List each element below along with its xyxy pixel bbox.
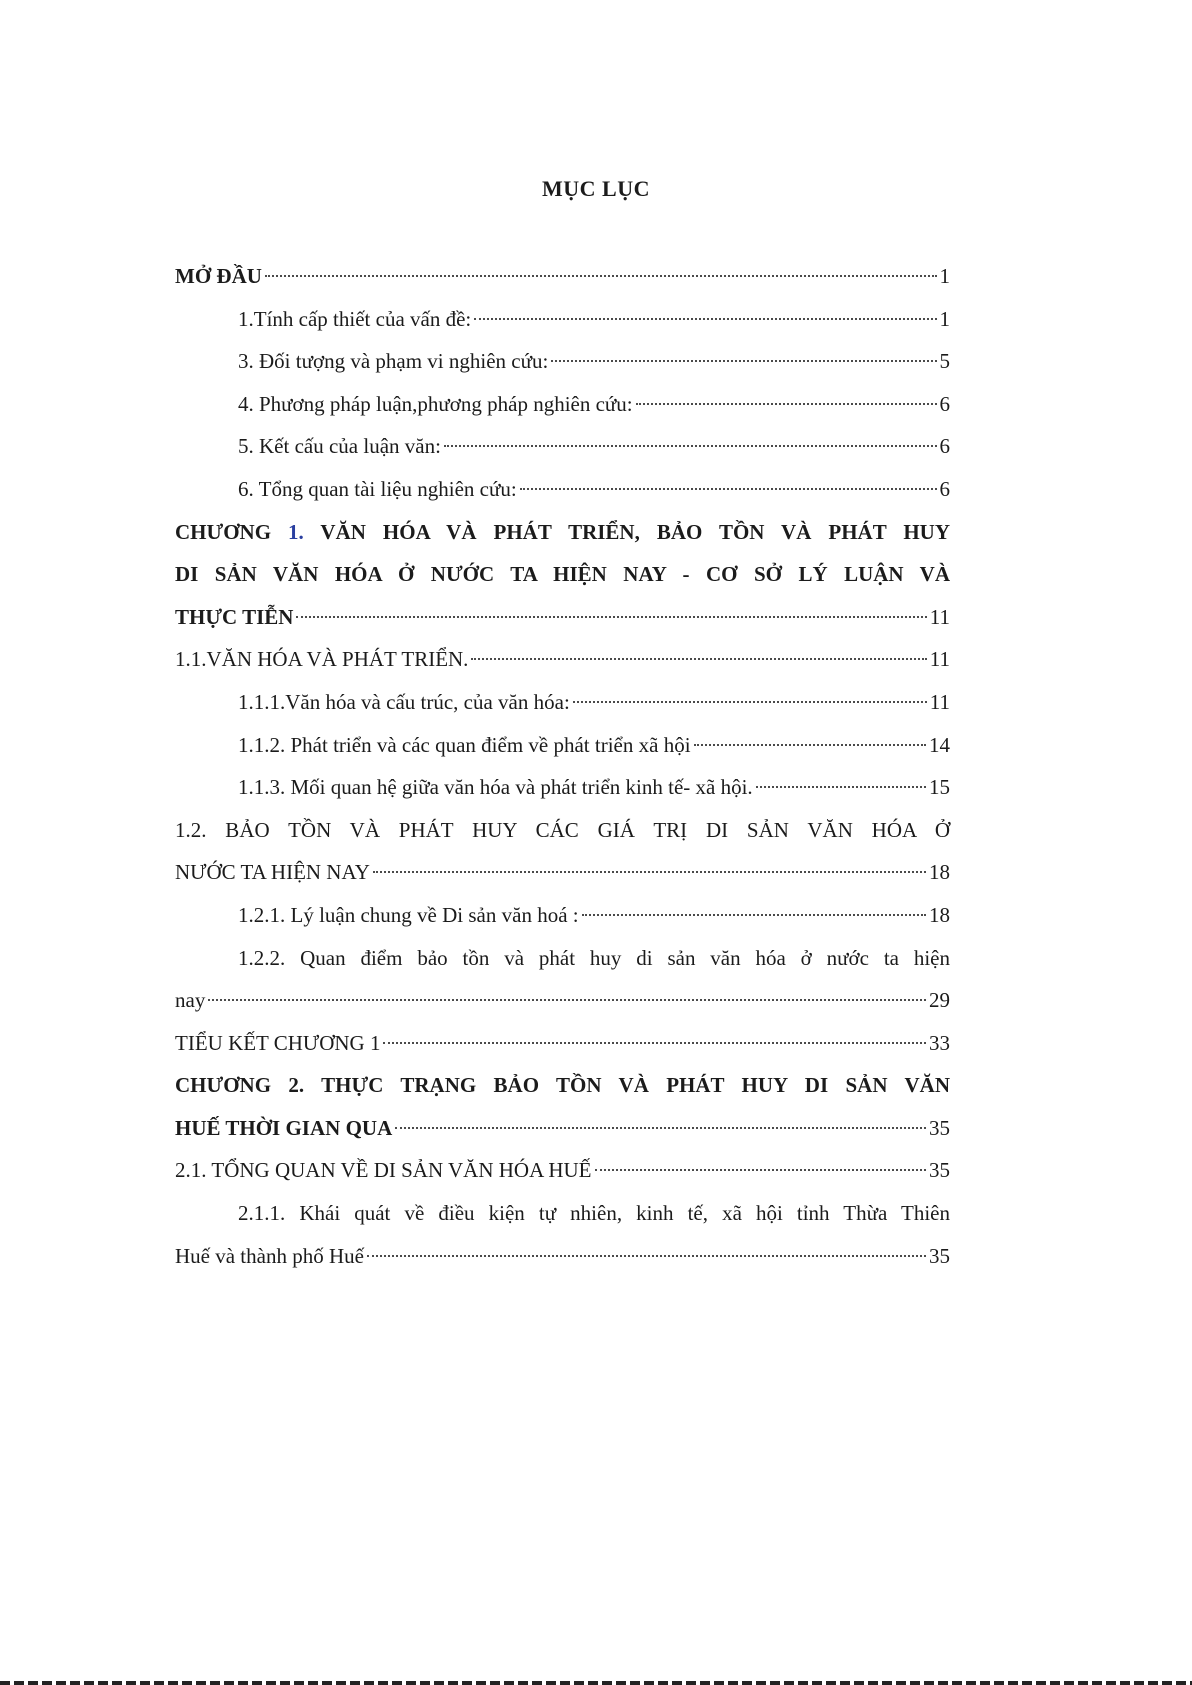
toc-page-number: 18 [929,902,950,927]
toc-entry[interactable] [175,851,950,894]
toc-entry-title: 1.1.3. Mối quan hệ giữa văn hóa và phát triển kinh tế- xã hội. [238,775,753,800]
toc-entry-title: nay [175,988,206,1013]
toc-page-number: 15 [929,775,950,800]
toc-entry-title: DI SẢN VĂN HÓA Ở NƯỚC TA HIỆN NAY - CƠ SỞ LÝ LUẬN VÀ [175,562,950,587]
toc-entry[interactable] [175,255,950,298]
toc-page-number: 35 [929,1115,950,1140]
dot-leader [520,488,937,490]
toc-page-number: 11 [929,604,950,629]
toc-entry[interactable] [175,425,950,468]
dot-leader [373,871,926,873]
toc-entry-title: 2.1. TỔNG QUAN VỀ DI SẢN VĂN HÓA HUẾ [175,1158,592,1183]
toc-entry-title: 6. Tổng quan tài liệu nghiên cứu: [238,476,517,501]
toc-entry-title: 1.1.2. Phát triển và các quan điểm về phát triển xã hội [238,732,691,757]
dot-leader [756,786,926,788]
dot-leader [395,1127,926,1129]
toc-page-number: 5 [939,349,950,374]
toc-entry[interactable] [175,340,950,383]
toc-entry-title: HUẾ THỜI GIAN QUA [175,1115,393,1140]
toc-entry[interactable] [175,596,950,639]
chapter-number: 1. [288,519,304,544]
toc-page-number: 6 [939,434,950,459]
toc-entry[interactable] [175,553,950,596]
toc-entry-title: 1.2.2. Quan điểm bảo tồn và phát huy di sản văn hóa ở nước ta hiện [238,945,950,970]
dot-leader [367,1255,926,1257]
toc-entry[interactable] [175,1107,950,1150]
dot-leader [551,360,936,362]
toc-entry-title: Huế và thành phố Huế [175,1243,364,1268]
toc-entry-title: 4. Phương pháp luận,phương pháp nghiên cứu: [238,391,633,416]
toc-entry-title: NƯỚC TA HIỆN NAY [175,860,370,885]
toc-page-number: 6 [939,476,950,501]
toc-entry[interactable] [175,638,950,681]
toc-entry-title: 5. Kết cấu của luận văn: [238,434,441,459]
toc-entry-title: 1.2.1. Lý luận chung về Di sản văn hoá : [238,902,579,927]
toc-entry-title: 1.1.VĂN HÓA VÀ PHÁT TRIỂN. [175,647,469,672]
toc-entry[interactable] [175,1235,950,1278]
toc-page-number: 6 [939,391,950,416]
toc-page-number: 11 [929,647,950,672]
dot-leader [471,658,926,660]
toc-page-number: 1 [939,264,950,288]
toc-entry[interactable] [175,1192,950,1235]
toc-entry[interactable] [175,894,950,937]
toc-page-number: 35 [929,1243,950,1268]
toc-entry[interactable] [175,937,950,980]
toc-entry[interactable] [175,681,950,724]
toc-entry[interactable] [175,1149,950,1192]
dot-leader [265,275,937,277]
toc-entry[interactable] [175,511,950,554]
dot-leader [694,744,926,746]
toc-entry-title: TIỂU KẾT CHƯƠNG 1 [175,1030,381,1055]
page-title: MỤC LỤC [542,176,650,201]
toc-entry-title: 1.2. BẢO TỒN VÀ PHÁT HUY CÁC GIÁ TRỊ DI SẢN VĂN HÓA Ở [175,817,950,842]
toc-entry-title: 3. Đối tượng và phạm vi nghiên cứu: [238,349,549,374]
toc-entry-title: 1.1.1.Văn hóa và cấu trúc, của văn hóa: [238,689,570,714]
toc-entry-title: THỰC TIỄN [175,604,294,629]
toc-page-number: 29 [929,988,950,1013]
toc-entry[interactable] [175,468,950,511]
dot-leader [636,403,937,405]
dot-leader [474,318,936,320]
toc-entry[interactable] [175,1022,950,1065]
toc-entry-title: 2.1.1. Khái quát về điều kiện tự nhiên, kinh tế, xã hội tỉnh Thừa Thiên [238,1201,950,1226]
dot-leader [444,445,937,447]
dot-leader [573,701,927,703]
table-of-contents [175,255,950,1277]
toc-page-number: 18 [929,860,950,885]
scan-edge [0,1681,1192,1685]
toc-page-number: 1 [939,306,950,331]
toc-entry-title: CHƯƠNG 1. VĂN HÓA VÀ PHÁT TRIỂN, BẢO TỒN VÀ PHÁT HUY [175,519,950,544]
toc-page-number: 14 [929,732,950,757]
toc-entry-title: MỞ ĐẦU [175,264,262,288]
toc-entry[interactable] [175,809,950,852]
toc-entry-title: 1.Tính cấp thiết của vấn đề: [238,306,472,331]
toc-page-number: 35 [929,1158,950,1183]
toc-entry[interactable] [175,979,950,1022]
toc-entry[interactable] [175,383,950,426]
toc-entry[interactable] [175,298,950,341]
toc-entry[interactable] [175,1064,950,1107]
dot-leader [208,999,926,1001]
toc-page-number: 33 [929,1030,950,1055]
toc-entry[interactable] [175,766,950,809]
dot-leader [595,1169,926,1171]
dot-leader [296,616,926,618]
toc-entry[interactable] [175,724,950,767]
dot-leader [383,1042,926,1044]
toc-page-number: 11 [929,689,950,714]
dot-leader [582,914,926,916]
toc-entry-title: CHƯƠNG 2. THỰC TRẠNG BẢO TỒN VÀ PHÁT HUY DI SẢN VĂN [175,1073,950,1098]
